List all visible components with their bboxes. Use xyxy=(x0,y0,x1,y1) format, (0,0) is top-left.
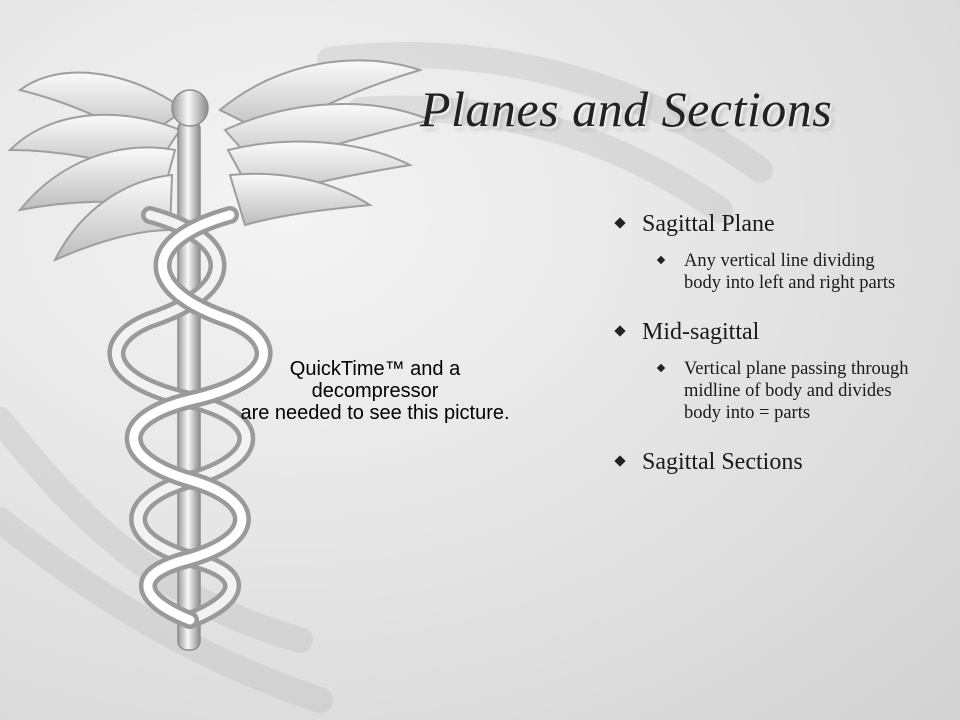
image-placeholder xyxy=(225,358,525,424)
sub-bullet-item xyxy=(642,250,912,294)
diamond-bullet-icon xyxy=(614,455,625,466)
sub-bullet-list xyxy=(642,250,912,294)
bullet-text: Sagittal Sections xyxy=(642,449,803,475)
bullet-list xyxy=(612,210,912,476)
bullet-text: Mid-sagittal xyxy=(642,319,760,345)
bullet-item xyxy=(612,210,912,294)
image-placeholder-line: decompressor xyxy=(311,380,439,402)
sub-bullet-list xyxy=(642,358,912,424)
diamond-bullet-icon xyxy=(614,217,625,228)
image-placeholder-line: QuickTime™ and a xyxy=(289,358,461,380)
sub-bullet-text: Any vertical line dividing body into left and right parts xyxy=(684,251,896,293)
bullet-text: Sagittal Plane xyxy=(642,211,775,237)
bullet-item xyxy=(612,318,912,424)
diamond-bullet-icon xyxy=(657,256,665,264)
sub-bullet-item xyxy=(642,358,912,424)
diamond-bullet-icon xyxy=(614,325,625,336)
bullet-item xyxy=(612,448,912,476)
image-placeholder-line: are needed to see this picture. xyxy=(240,402,510,424)
diamond-bullet-icon xyxy=(657,364,665,372)
sub-bullet-text: Vertical plane passing through midline of body and divides body into = parts xyxy=(684,359,909,423)
slide-title: Planes and Sections xyxy=(420,81,833,137)
